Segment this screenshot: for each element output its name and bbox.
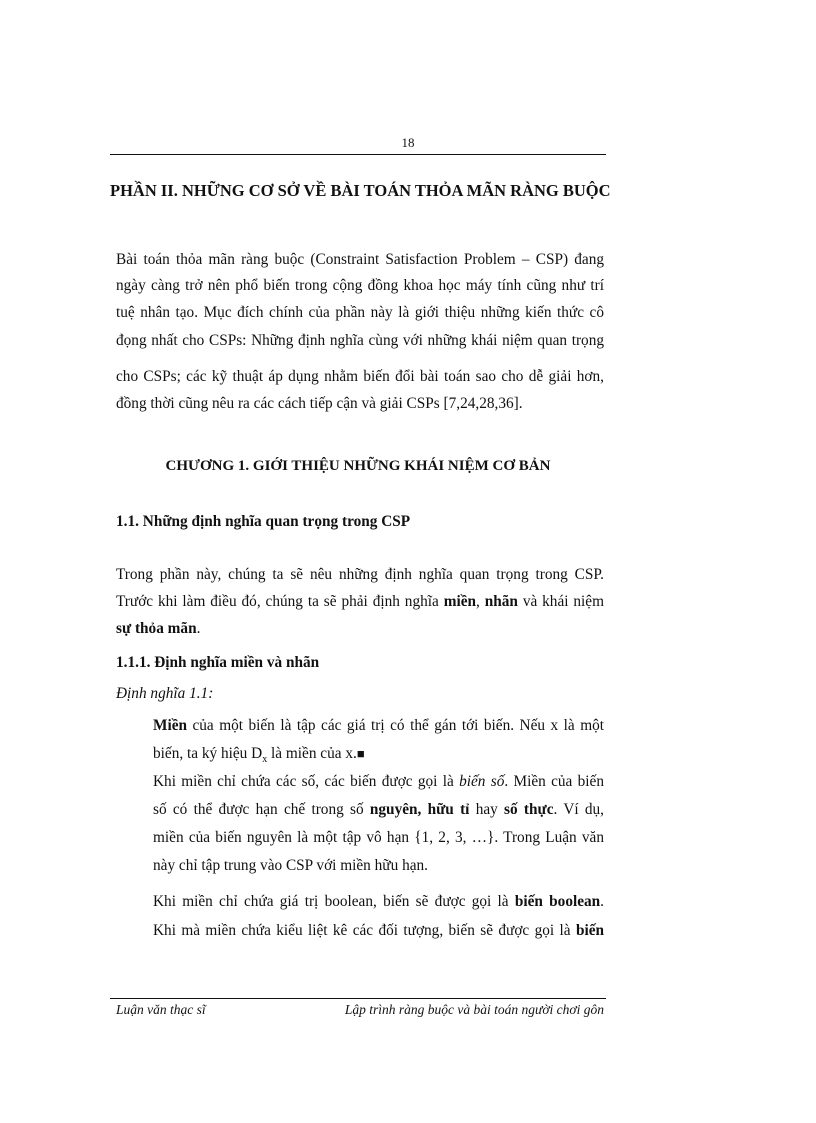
term-real: số thực bbox=[504, 801, 554, 818]
term-mien: Miền bbox=[153, 717, 187, 734]
header-rule bbox=[110, 154, 606, 155]
definition-p1-line-2: biến, ta ký hiệu $D_x$ là miền của x.■ bbox=[153, 745, 365, 766]
chapter-title: CHƯƠNG 1. GIỚI THIỆU NHỮNG KHÁI NIỆM CƠ BẢN bbox=[165, 458, 551, 474]
intro-line-4: đọng nhất cho CSPs: Những định nghĩa cùng với những khái niệm quan trọng bbox=[116, 332, 604, 349]
footer-left: Luận văn thạc sĩ bbox=[116, 1002, 206, 1017]
subsection-title: 1.1.1. Định nghĩa miền và nhãn bbox=[116, 654, 320, 671]
footer-rule bbox=[110, 998, 606, 999]
intro-line-3: tuệ nhân tạo. Mục đích chính của phần này là giới thiệu những kiến thức cô bbox=[116, 304, 604, 321]
term-boolean-variable: biến boolean bbox=[514, 893, 601, 910]
term-domain: miền bbox=[443, 593, 476, 610]
term-bien: biến bbox=[575, 922, 604, 939]
page-number: 18 bbox=[401, 135, 415, 150]
part-title: PHẦN II. NHỮNG CƠ SỞ VỀ BÀI TOÁN THỎA MÃN RÀNG BUỘC bbox=[110, 181, 611, 200]
definition-p3-line-2: Khi mà miền chứa kiểu liệt kê các đối tượng, biến sẽ được gọi là biến bbox=[153, 922, 604, 939]
qed-symbol: ■ bbox=[356, 746, 365, 761]
section-intro-line-1: Trong phần này, chúng ta sẽ nêu những định nghĩa quan trọng trong CSP. bbox=[116, 566, 604, 583]
definition-p2-line-1: Khi miền chỉ chứa các số, các biến được gọi là biến số. Miền của biến bbox=[153, 773, 604, 790]
footer-right: Lập trình ràng buộc và bài toán người chơi gôn bbox=[344, 1002, 604, 1017]
intro-line-5: cho CSPs; các kỹ thuật áp dụng nhằm biến đổi bài toán sao cho dễ giải hơn, bbox=[116, 368, 604, 385]
intro-line-1: Bài toán thỏa mãn ràng buộc (Constraint Satisfaction Problem – CSP) đang bbox=[116, 251, 604, 268]
intro-line-2: ngày càng trở nên phổ biến trong cộng đồng khoa học máy tính cũng như trí bbox=[116, 277, 604, 294]
intro-line-6: đồng thời cũng nêu ra các cách tiếp cận và giải CSPs [7,24,28,36]. bbox=[116, 395, 523, 412]
definition-label: Định nghĩa 1.1: bbox=[116, 685, 214, 702]
term-numeric-variable: biến số bbox=[459, 773, 505, 790]
section-intro-line-3: sự thỏa mãn. bbox=[116, 620, 201, 637]
term-integer-rational: nguyên, hữu tỉ bbox=[369, 801, 470, 818]
definition-p2-line-2: số có thể được hạn chế trong số nguyên, hữu tỉ hay số thực. Ví dụ, bbox=[153, 801, 605, 818]
definition-p3-line-1: Khi miền chỉ chứa giá trị boolean, biến sẽ được gọi là biến boolean. bbox=[153, 893, 604, 910]
definition-p2-line-4: này chỉ tập trung vào CSP với miền hữu hạn. bbox=[153, 857, 428, 874]
term-satisfaction: sự thỏa mãn bbox=[116, 620, 197, 637]
definition-p1-line-1: Miền của một biến là tập các giá trị có thể gán tới biến. Nếu x là một bbox=[153, 717, 604, 734]
term-label: nhãn bbox=[484, 593, 518, 610]
section-intro-line-2: Trước khi làm điều đó, chúng ta sẽ phải định nghĩa miền, nhãn và khái niệm bbox=[116, 593, 604, 610]
definition-p2-line-3: miền của biến nguyên là một tập vô hạn {1, 2, 3, …}. Trong Luận văn bbox=[153, 829, 604, 846]
section-title: 1.1. Những định nghĩa quan trọng trong CSP bbox=[116, 513, 411, 530]
